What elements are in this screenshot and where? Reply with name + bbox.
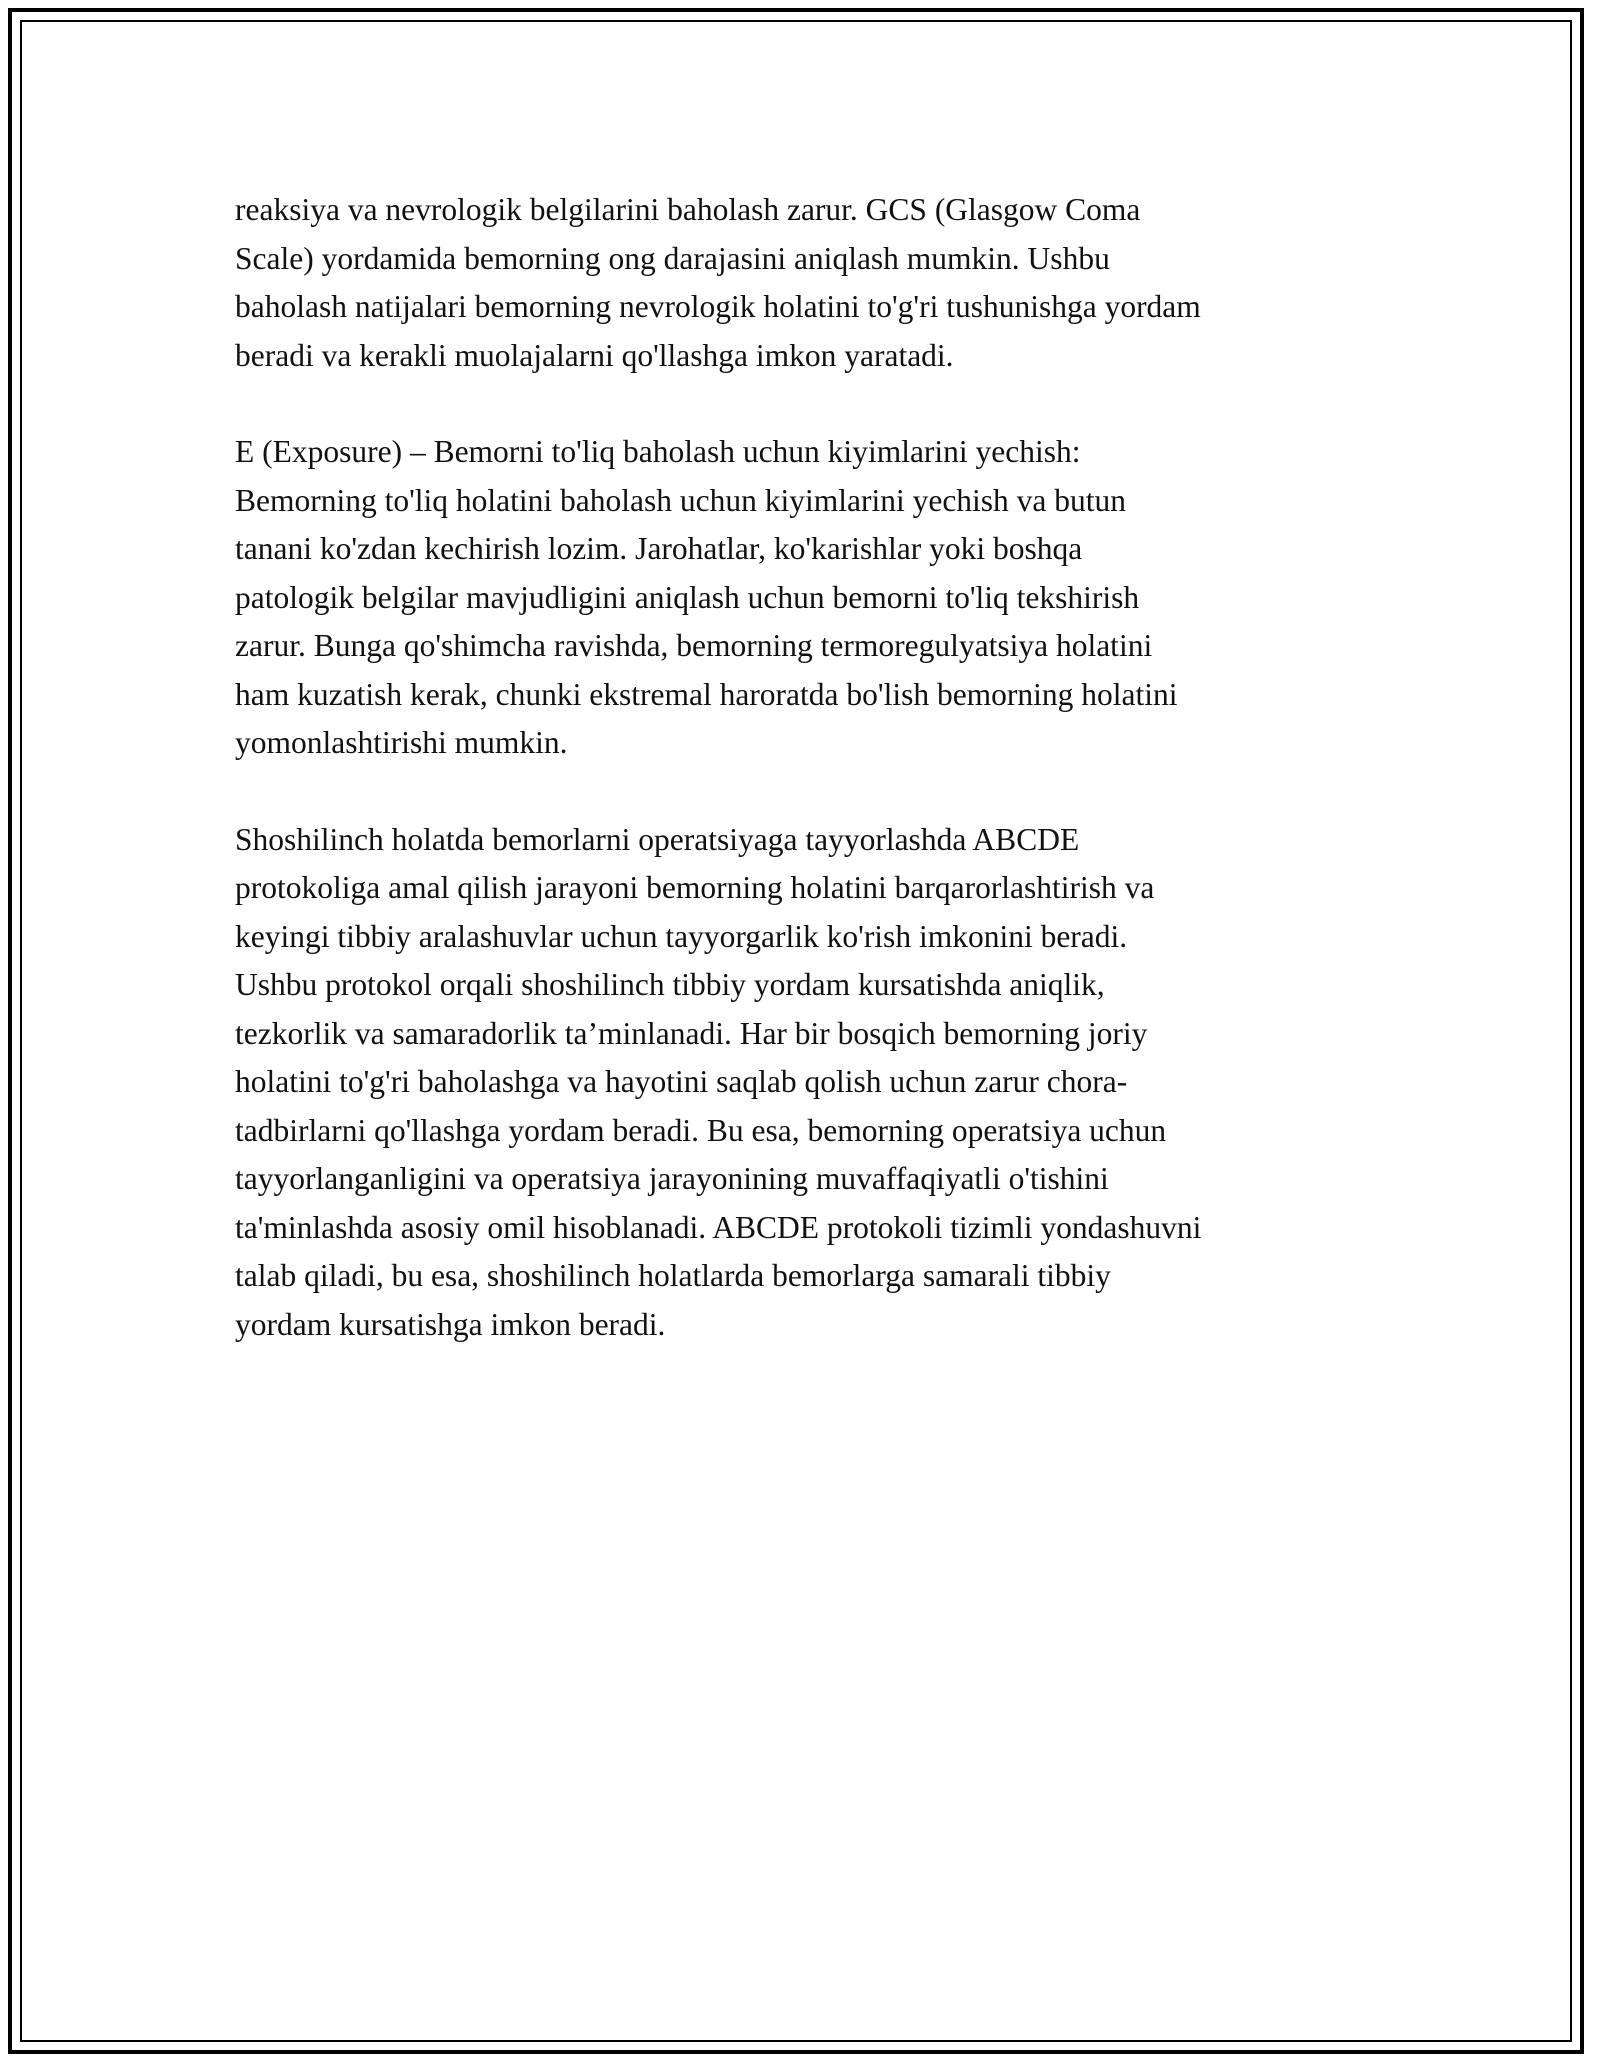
text-line: baholash natijalari bemorning nevrologik holatini to'g'ri tushunishga yordam (235, 289, 1201, 324)
text-line: keyingi tibbiy aralashuvlar uchun tayyorgarlik ko'rish imkonini beradi. (235, 918, 1128, 954)
text-line: talab qiladi, bu esa, shoshilinch holatlarda bemorlarga samarali tibbiy (235, 1258, 1111, 1293)
paragraph-gcs-assessment (235, 186, 1365, 380)
text-line: ham kuzatish kerak, chunki ekstremal haroratda bo'lish bemorning holatini (235, 676, 1178, 712)
text-line: tadbirlarni qo'llashga yordam beradi. Bu esa, bemorning operatsiya uchun (235, 1112, 1167, 1148)
text-line: yomonlashtirishi mumkin. (235, 725, 568, 760)
text-line: tayyorlanganligini va operatsiya jarayonining muvaffaqiyatli o'tishini (235, 1161, 1109, 1196)
text-line: protokoliga amal qilish jarayoni bemorning holatini barqarorlashtirish va (235, 870, 1155, 905)
text-line: patologik belgilar mavjudligini aniqlash uchun bemorni to'liq tekshirish (235, 579, 1140, 615)
text-line: Shoshilinch holatda bemorlarni operatsiyaga tayyorlashda ABCDE (235, 821, 1080, 857)
text-line: E (Exposure) – Bemorni to'liq baholash uchun kiyimlarini yechish: (235, 434, 1081, 469)
text-line: reaksiya va nevrologik belgilarini baholash zarur. GCS (Glasgow Coma (235, 192, 1141, 227)
text-line: zarur. Bunga qo'shimcha ravishda, bemorning termoregulyatsiya holatini (235, 628, 1153, 663)
text-line: tanani ko'zdan kechirish lozim. Jarohatlar, ko'karishlar yoki boshqa (235, 531, 1083, 566)
text-line: Bemorning to'liq holatini baholash uchun kiyimlarini yechish va butun (235, 482, 1127, 518)
document-body (235, 186, 1365, 1397)
text-line: beradi va kerakli muolajalarni qo'llashga imkon yaratadi. (235, 337, 954, 373)
paragraph-abcde-conclusion (235, 816, 1365, 1350)
text-line: Ushbu protokol orqali shoshilinch tibbiy yordam kursatishda aniqlik, (235, 967, 1105, 1002)
text-line: Scale) yordamida bemorning ong darajasini aniqlash mumkin. Ushbu (235, 240, 1110, 276)
text-line: yordam kursatishga imkon beradi. (235, 1306, 666, 1342)
paragraph-exposure (235, 428, 1365, 768)
text-line: tezkorlik va samaradorlik ta’minlanadi. Har bir bosqich bemorning joriy (235, 1015, 1148, 1051)
text-line: holatini to'g'ri baholashga va hayotini saqlab qolish uchun zarur chora- (235, 1064, 1128, 1099)
text-line: ta'minlashda asosiy omil hisoblanadi. ABCDE protokoli tizimli yondashuvni (235, 1209, 1202, 1245)
